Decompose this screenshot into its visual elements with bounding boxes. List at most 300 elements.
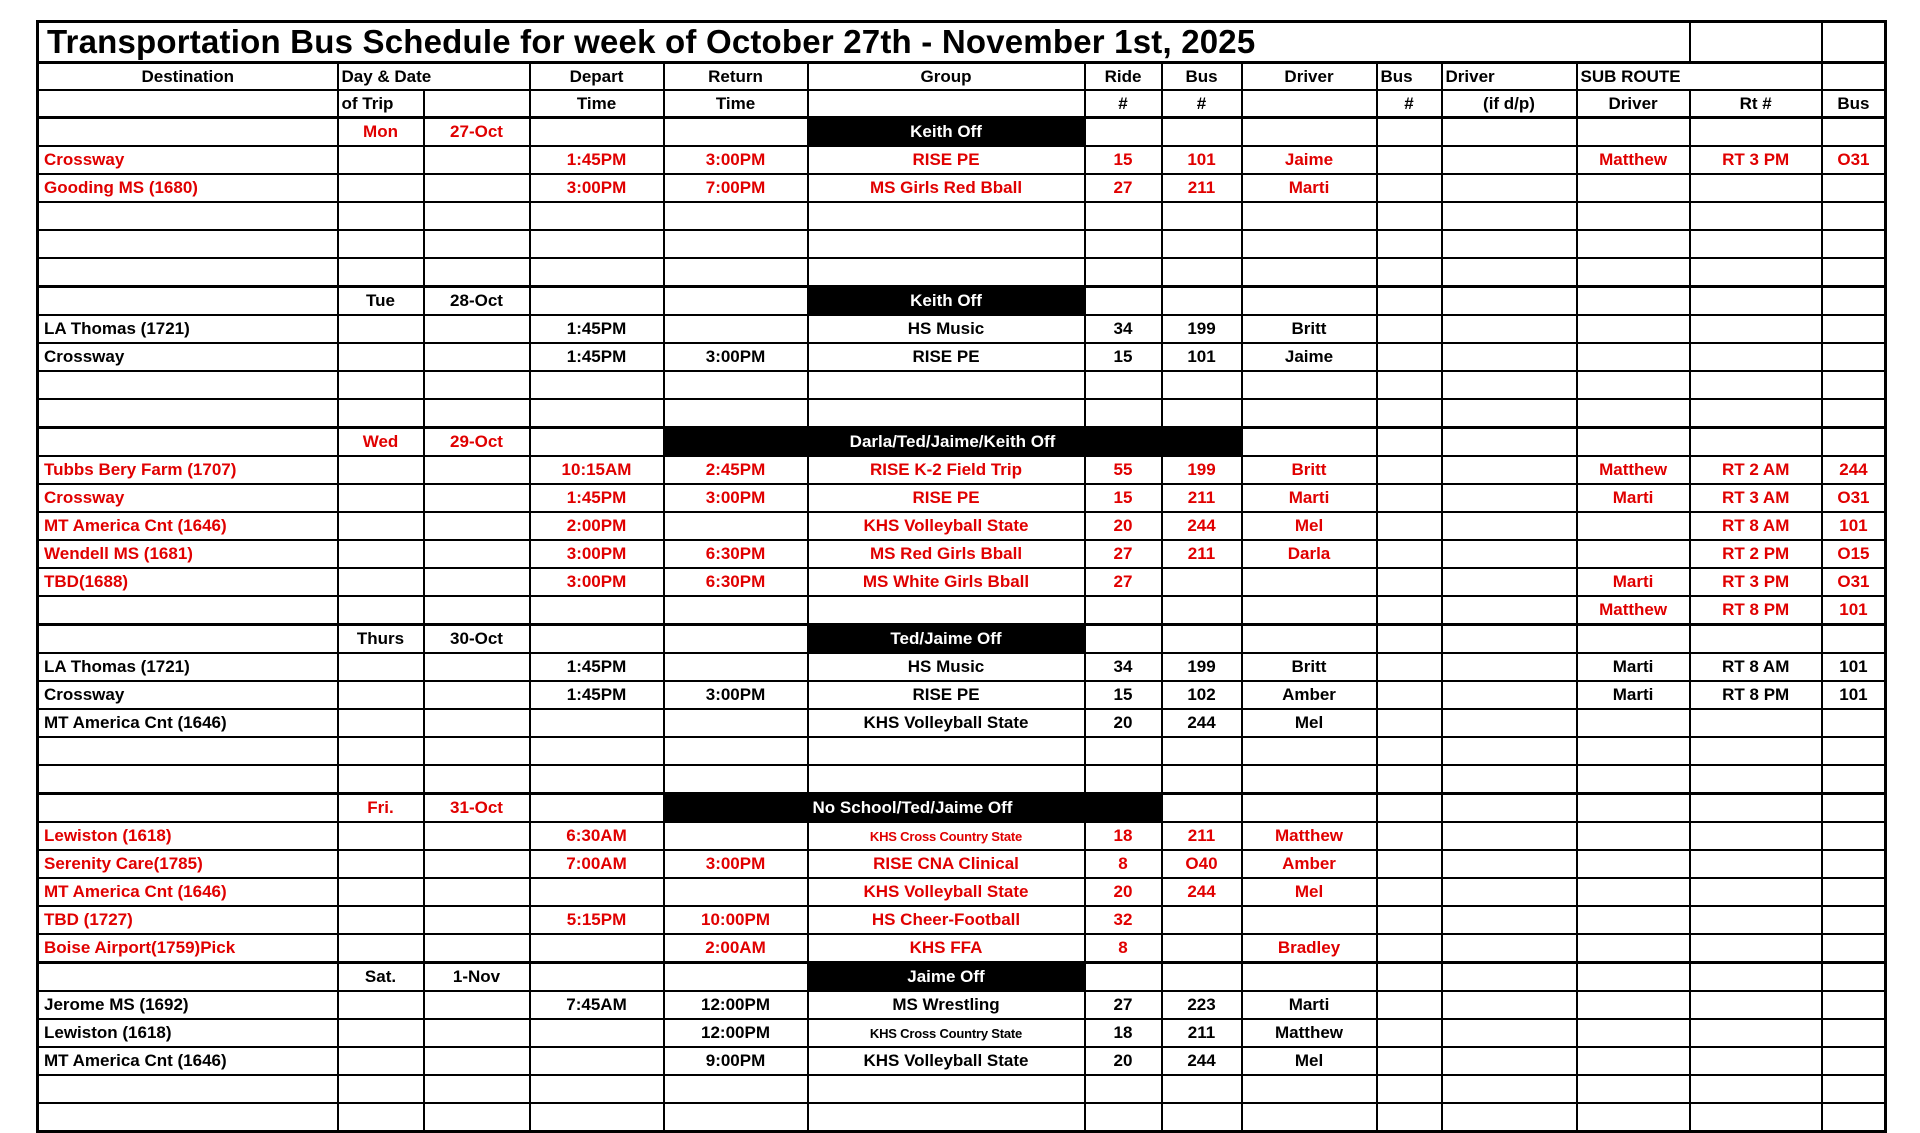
cell-return-9 xyxy=(664,371,808,399)
cell-sub_bus-32 xyxy=(1822,1019,1886,1047)
cell-destination-13: Crossway xyxy=(38,484,338,512)
cell-depart-32 xyxy=(530,1019,664,1047)
trip-row xyxy=(38,991,1886,1019)
cell-sub_rt-22 xyxy=(1690,737,1822,765)
cell-bus2-6 xyxy=(1377,287,1442,316)
cell-depart-11 xyxy=(530,428,664,457)
cell-depart-33 xyxy=(530,1047,664,1075)
cell-sub_driver-10 xyxy=(1577,399,1690,428)
cell-driver2-8 xyxy=(1442,343,1577,371)
cell-group-9 xyxy=(808,371,1085,399)
cell-return-0 xyxy=(664,118,808,147)
cell-sub_bus-27 xyxy=(1822,878,1886,906)
cell-sub_bus-16: O31 xyxy=(1822,568,1886,596)
cell-bus2-24 xyxy=(1377,794,1442,823)
cell-bus-7: 199 xyxy=(1162,315,1242,343)
cell-sub_driver-27 xyxy=(1577,878,1690,906)
cell-return-23 xyxy=(664,765,808,794)
cell-date-32 xyxy=(424,1019,530,1047)
cell-bus2-12 xyxy=(1377,456,1442,484)
cell-group-25: KHS Cross Country State xyxy=(808,822,1085,850)
cell-driver2-11 xyxy=(1442,428,1577,457)
cell-return-20: 3:00PM xyxy=(664,681,808,709)
cell-ride-30 xyxy=(1085,963,1162,992)
trip-row xyxy=(38,709,1886,737)
cell-day-7 xyxy=(338,315,424,343)
cell-return-18 xyxy=(664,625,808,654)
cell-day-28 xyxy=(338,906,424,934)
cell-destination-20: Crossway xyxy=(38,681,338,709)
cell-sub_driver-24 xyxy=(1577,794,1690,823)
cell-group-34 xyxy=(808,1075,1085,1103)
cell-bus-21: 244 xyxy=(1162,709,1242,737)
cell-sub_driver-16: Marti xyxy=(1577,568,1690,596)
day-row xyxy=(38,287,1886,316)
cell-driver2-2 xyxy=(1442,174,1577,202)
cell-depart-23 xyxy=(530,765,664,794)
cell-driver2-15 xyxy=(1442,540,1577,568)
cell-day-22 xyxy=(338,737,424,765)
cell-driver2-30 xyxy=(1442,963,1577,992)
cell-destination-25: Lewiston (1618) xyxy=(38,822,338,850)
cell-sub_rt-27 xyxy=(1690,878,1822,906)
cell-depart-20: 1:45PM xyxy=(530,681,664,709)
cell-driver2-17 xyxy=(1442,596,1577,625)
cell-driver2-24 xyxy=(1442,794,1577,823)
day-row xyxy=(38,625,1886,654)
cell-sub_rt-8 xyxy=(1690,343,1822,371)
cell-day-12 xyxy=(338,456,424,484)
col-header-day-date: Day & Date xyxy=(338,63,530,91)
cell-driver-22 xyxy=(1242,737,1377,765)
cell-bus-0 xyxy=(1162,118,1242,147)
cell-ride-31: 27 xyxy=(1085,991,1162,1019)
cell-destination-8: Crossway xyxy=(38,343,338,371)
cell-group-22 xyxy=(808,737,1085,765)
cell-bus2-1 xyxy=(1377,146,1442,174)
cell-day-34 xyxy=(338,1075,424,1103)
cell-destination-30 xyxy=(38,963,338,992)
cell-return-4 xyxy=(664,230,808,258)
cell-group-26: RISE CNA Clinical xyxy=(808,850,1085,878)
cell-driver-9 xyxy=(1242,371,1377,399)
cell-sub_driver-9 xyxy=(1577,371,1690,399)
cell-driver2-28 xyxy=(1442,906,1577,934)
cell-sub_rt-35 xyxy=(1690,1103,1822,1132)
cell-ride-3 xyxy=(1085,202,1162,230)
col-header-return: Return xyxy=(664,63,808,91)
cell-depart-26: 7:00AM xyxy=(530,850,664,878)
cell-sub_rt-12: RT 2 AM xyxy=(1690,456,1822,484)
cell-depart-17 xyxy=(530,596,664,625)
cell-destination-27: MT America Cnt (1646) xyxy=(38,878,338,906)
cell-group-10 xyxy=(808,399,1085,428)
cell-bus-24 xyxy=(1162,794,1242,823)
col-header-sub-route: SUB ROUTE xyxy=(1577,63,1822,91)
cell-driver2-6 xyxy=(1442,287,1577,316)
cell-date-21 xyxy=(424,709,530,737)
cell-sub_bus-34 xyxy=(1822,1075,1886,1103)
cell-destination-2: Gooding MS (1680) xyxy=(38,174,338,202)
cell-sub_bus-3 xyxy=(1822,202,1886,230)
cell-bus-31: 223 xyxy=(1162,991,1242,1019)
cell-sub_bus-12: 244 xyxy=(1822,456,1886,484)
cell-bus2-30 xyxy=(1377,963,1442,992)
cell-ride-8: 15 xyxy=(1085,343,1162,371)
cell-bus-1: 101 xyxy=(1162,146,1242,174)
cell-ride-16: 27 xyxy=(1085,568,1162,596)
cell-ride-26: 8 xyxy=(1085,850,1162,878)
cell-day-11: Wed xyxy=(338,428,424,457)
cell-date-12 xyxy=(424,456,530,484)
cell-depart-8: 1:45PM xyxy=(530,343,664,371)
cell-bus-9 xyxy=(1162,371,1242,399)
cell-date-28 xyxy=(424,906,530,934)
cell-driver2-16 xyxy=(1442,568,1577,596)
cell-bus2-13 xyxy=(1377,484,1442,512)
cell-sub_driver-1: Matthew xyxy=(1577,146,1690,174)
cell-driver-27: Mel xyxy=(1242,878,1377,906)
cell-depart-27 xyxy=(530,878,664,906)
cell-day-13 xyxy=(338,484,424,512)
cell-date-4 xyxy=(424,230,530,258)
col-subheader-group xyxy=(808,90,1085,118)
cell-bus-18 xyxy=(1162,625,1242,654)
cell-bus2-23 xyxy=(1377,765,1442,794)
cell-driver2-13 xyxy=(1442,484,1577,512)
cell-date-20 xyxy=(424,681,530,709)
cell-bus-30 xyxy=(1162,963,1242,992)
header-row-2 xyxy=(38,90,1886,118)
col-header-bus2: Bus xyxy=(1377,63,1442,91)
cell-group-32: KHS Cross Country State xyxy=(808,1019,1085,1047)
cell-bus2-9 xyxy=(1377,371,1442,399)
cell-destination-22 xyxy=(38,737,338,765)
cell-day-19 xyxy=(338,653,424,681)
cell-driver-35 xyxy=(1242,1103,1377,1132)
cell-day-27 xyxy=(338,878,424,906)
day-row xyxy=(38,118,1886,147)
cell-ride-29: 8 xyxy=(1085,934,1162,963)
page-title: Transportation Bus Schedule for week of October 27th - November 1st, 2025 xyxy=(38,22,1690,63)
cell-group-17 xyxy=(808,596,1085,625)
cell-date-19 xyxy=(424,653,530,681)
cell-driver2-12 xyxy=(1442,456,1577,484)
cell-bus2-8 xyxy=(1377,343,1442,371)
cell-bus-2: 211 xyxy=(1162,174,1242,202)
cell-date-14 xyxy=(424,512,530,540)
cell-ride-17 xyxy=(1085,596,1162,625)
trip-row xyxy=(38,850,1886,878)
cell-day-9 xyxy=(338,371,424,399)
cell-driver-11 xyxy=(1242,428,1377,457)
cell-day-3 xyxy=(338,202,424,230)
cell-date-24: 31-Oct xyxy=(424,794,530,823)
cell-date-25 xyxy=(424,822,530,850)
cell-bus2-5 xyxy=(1377,258,1442,287)
cell-bus-6 xyxy=(1162,287,1242,316)
cell-day-5 xyxy=(338,258,424,287)
cell-driver2-29 xyxy=(1442,934,1577,963)
cell-ride-4 xyxy=(1085,230,1162,258)
trip-row xyxy=(38,934,1886,963)
cell-sub_driver-21 xyxy=(1577,709,1690,737)
cell-return-35 xyxy=(664,1103,808,1132)
cell-sub_rt-28 xyxy=(1690,906,1822,934)
cell-destination-28: TBD (1727) xyxy=(38,906,338,934)
cell-driver-12: Britt xyxy=(1242,456,1377,484)
cell-driver-28 xyxy=(1242,906,1377,934)
cell-bus-32: 211 xyxy=(1162,1019,1242,1047)
trip-row xyxy=(38,343,1886,371)
cell-sub_bus-0 xyxy=(1822,118,1886,147)
empty-row xyxy=(38,1075,1886,1103)
cell-date-31 xyxy=(424,991,530,1019)
col-subheader-of-trip: of Trip xyxy=(338,90,424,118)
cell-bus2-18 xyxy=(1377,625,1442,654)
cell-destination-7: LA Thomas (1721) xyxy=(38,315,338,343)
cell-date-10 xyxy=(424,399,530,428)
cell-bus-25: 211 xyxy=(1162,822,1242,850)
trip-row xyxy=(38,456,1886,484)
cell-ride-27: 20 xyxy=(1085,878,1162,906)
title-row xyxy=(38,22,1886,63)
cell-driver2-0 xyxy=(1442,118,1577,147)
cell-depart-29 xyxy=(530,934,664,963)
cell-date-0: 27-Oct xyxy=(424,118,530,147)
cell-driver-5 xyxy=(1242,258,1377,287)
cell-sub_rt-1: RT 3 PM xyxy=(1690,146,1822,174)
cell-driver-17 xyxy=(1242,596,1377,625)
cell-depart-35 xyxy=(530,1103,664,1132)
cell-destination-16: TBD(1688) xyxy=(38,568,338,596)
cell-driver-2: Marti xyxy=(1242,174,1377,202)
cell-depart-28: 5:15PM xyxy=(530,906,664,934)
cell-day-30: Sat. xyxy=(338,963,424,992)
cell-bus2-26 xyxy=(1377,850,1442,878)
cell-sub_bus-25 xyxy=(1822,822,1886,850)
cell-destination-11 xyxy=(38,428,338,457)
cell-depart-34 xyxy=(530,1075,664,1103)
cell-depart-12: 10:15AM xyxy=(530,456,664,484)
cell-depart-9 xyxy=(530,371,664,399)
cell-ride-25: 18 xyxy=(1085,822,1162,850)
col-header-group: Group xyxy=(808,63,1085,91)
cell-sub_driver-19: Marti xyxy=(1577,653,1690,681)
cell-date-8 xyxy=(424,343,530,371)
cell-driver2-10 xyxy=(1442,399,1577,428)
cell-date-15 xyxy=(424,540,530,568)
cell-return-8: 3:00PM xyxy=(664,343,808,371)
col-subheader-sub-rt: Rt # xyxy=(1690,90,1822,118)
cell-group-31: MS Wrestling xyxy=(808,991,1085,1019)
schedule-body xyxy=(38,118,1886,1132)
cell-depart-25: 6:30AM xyxy=(530,822,664,850)
cell-ride-19: 34 xyxy=(1085,653,1162,681)
cell-return-25 xyxy=(664,822,808,850)
cell-sub_rt-18 xyxy=(1690,625,1822,654)
cell-driver-3 xyxy=(1242,202,1377,230)
cell-group-2: MS Girls Red Bball xyxy=(808,174,1085,202)
cell-driver2-5 xyxy=(1442,258,1577,287)
cell-driver-29: Bradley xyxy=(1242,934,1377,963)
cell-day-1 xyxy=(338,146,424,174)
cell-bus2-34 xyxy=(1377,1075,1442,1103)
cell-return-15: 6:30PM xyxy=(664,540,808,568)
cell-depart-24 xyxy=(530,794,664,823)
cell-sub_rt-25 xyxy=(1690,822,1822,850)
cell-day-35 xyxy=(338,1103,424,1132)
cell-group-3 xyxy=(808,202,1085,230)
cell-sub_driver-3 xyxy=(1577,202,1690,230)
cell-ride-23 xyxy=(1085,765,1162,794)
cell-ride-18 xyxy=(1085,625,1162,654)
cell-date-29 xyxy=(424,934,530,963)
schedule-table xyxy=(36,20,1887,1133)
cell-group-14: KHS Volleyball State xyxy=(808,512,1085,540)
cell-destination-10 xyxy=(38,399,338,428)
day-banner: Keith Off xyxy=(808,118,1085,147)
cell-ride-35 xyxy=(1085,1103,1162,1132)
cell-sub_bus-9 xyxy=(1822,371,1886,399)
cell-group-27: KHS Volleyball State xyxy=(808,878,1085,906)
cell-group-33: KHS Volleyball State xyxy=(808,1047,1085,1075)
trip-row xyxy=(38,878,1886,906)
cell-driver2-9 xyxy=(1442,371,1577,399)
cell-depart-30 xyxy=(530,963,664,992)
cell-ride-34 xyxy=(1085,1075,1162,1103)
cell-return-3 xyxy=(664,202,808,230)
col-subheader-bus2-no: # xyxy=(1377,90,1442,118)
cell-depart-31: 7:45AM xyxy=(530,991,664,1019)
cell-group-35 xyxy=(808,1103,1085,1132)
col-subheader-driver2-if: (if d/p) xyxy=(1442,90,1577,118)
cell-ride-13: 15 xyxy=(1085,484,1162,512)
cell-depart-16: 3:00PM xyxy=(530,568,664,596)
cell-depart-21 xyxy=(530,709,664,737)
cell-sub_rt-4 xyxy=(1690,230,1822,258)
cell-group-28: HS Cheer-Football xyxy=(808,906,1085,934)
cell-group-5 xyxy=(808,258,1085,287)
cell-driver-10 xyxy=(1242,399,1377,428)
cell-driver-13: Marti xyxy=(1242,484,1377,512)
cell-sub_driver-25 xyxy=(1577,822,1690,850)
cell-sub_bus-13: O31 xyxy=(1822,484,1886,512)
cell-return-13: 3:00PM xyxy=(664,484,808,512)
cell-return-29: 2:00AM xyxy=(664,934,808,963)
cell-destination-26: Serenity Care(1785) xyxy=(38,850,338,878)
cell-destination-1: Crossway xyxy=(38,146,338,174)
cell-sub_driver-34 xyxy=(1577,1075,1690,1103)
cell-sub_rt-30 xyxy=(1690,963,1822,992)
cell-return-32: 12:00PM xyxy=(664,1019,808,1047)
cell-date-7 xyxy=(424,315,530,343)
cell-day-6: Tue xyxy=(338,287,424,316)
cell-sub_rt-5 xyxy=(1690,258,1822,287)
cell-ride-9 xyxy=(1085,371,1162,399)
cell-group-19: HS Music xyxy=(808,653,1085,681)
col-header-ride: Ride xyxy=(1085,63,1162,91)
cell-bus-34 xyxy=(1162,1075,1242,1103)
sub-route-spacer xyxy=(1822,63,1886,91)
cell-ride-1: 15 xyxy=(1085,146,1162,174)
cell-sub_driver-0 xyxy=(1577,118,1690,147)
cell-group-20: RISE PE xyxy=(808,681,1085,709)
cell-sub_driver-5 xyxy=(1577,258,1690,287)
cell-sub_rt-11 xyxy=(1690,428,1822,457)
cell-sub_rt-10 xyxy=(1690,399,1822,428)
cell-depart-2: 3:00PM xyxy=(530,174,664,202)
cell-group-13: RISE PE xyxy=(808,484,1085,512)
trip-row xyxy=(38,174,1886,202)
cell-date-23 xyxy=(424,765,530,794)
cell-depart-7: 1:45PM xyxy=(530,315,664,343)
cell-driver2-23 xyxy=(1442,765,1577,794)
cell-depart-22 xyxy=(530,737,664,765)
cell-bus2-21 xyxy=(1377,709,1442,737)
cell-destination-29: Boise Airport(1759)Pick xyxy=(38,934,338,963)
cell-sub_bus-7 xyxy=(1822,315,1886,343)
cell-driver-1: Jaime xyxy=(1242,146,1377,174)
trip-row xyxy=(38,596,1886,625)
cell-destination-33: MT America Cnt (1646) xyxy=(38,1047,338,1075)
trip-row xyxy=(38,146,1886,174)
cell-sub_driver-8 xyxy=(1577,343,1690,371)
cell-sub_bus-26 xyxy=(1822,850,1886,878)
col-header-depart: Depart xyxy=(530,63,664,91)
cell-ride-22 xyxy=(1085,737,1162,765)
col-header-destination: Destination xyxy=(38,63,338,91)
cell-date-5 xyxy=(424,258,530,287)
cell-day-18: Thurs xyxy=(338,625,424,654)
cell-return-19 xyxy=(664,653,808,681)
cell-return-10 xyxy=(664,399,808,428)
cell-driver2-27 xyxy=(1442,878,1577,906)
empty-row xyxy=(38,258,1886,287)
cell-sub_bus-17: 101 xyxy=(1822,596,1886,625)
cell-bus-3 xyxy=(1162,202,1242,230)
cell-sub_driver-12: Matthew xyxy=(1577,456,1690,484)
cell-bus2-17 xyxy=(1377,596,1442,625)
cell-return-22 xyxy=(664,737,808,765)
cell-sub_driver-17: Matthew xyxy=(1577,596,1690,625)
cell-driver-26: Amber xyxy=(1242,850,1377,878)
cell-sub_bus-29 xyxy=(1822,934,1886,963)
cell-sub_driver-30 xyxy=(1577,963,1690,992)
cell-sub_bus-6 xyxy=(1822,287,1886,316)
cell-driver-19: Britt xyxy=(1242,653,1377,681)
cell-date-35 xyxy=(424,1103,530,1132)
cell-bus-22 xyxy=(1162,737,1242,765)
cell-driver-33: Mel xyxy=(1242,1047,1377,1075)
cell-bus2-2 xyxy=(1377,174,1442,202)
cell-ride-5 xyxy=(1085,258,1162,287)
cell-day-4 xyxy=(338,230,424,258)
trip-row xyxy=(38,568,1886,596)
cell-return-26: 3:00PM xyxy=(664,850,808,878)
cell-date-26 xyxy=(424,850,530,878)
cell-sub_rt-19: RT 8 AM xyxy=(1690,653,1822,681)
cell-bus2-16 xyxy=(1377,568,1442,596)
cell-driver-6 xyxy=(1242,287,1377,316)
cell-sub_bus-18 xyxy=(1822,625,1886,654)
cell-bus-4 xyxy=(1162,230,1242,258)
empty-row xyxy=(38,230,1886,258)
cell-ride-15: 27 xyxy=(1085,540,1162,568)
cell-date-34 xyxy=(424,1075,530,1103)
cell-destination-18 xyxy=(38,625,338,654)
cell-driver2-31 xyxy=(1442,991,1577,1019)
